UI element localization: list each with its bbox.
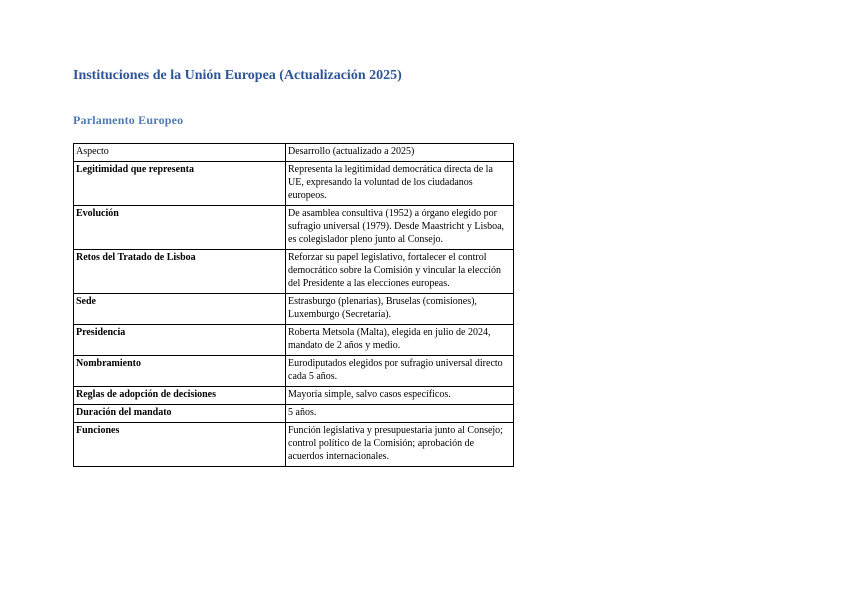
row-value: De asamblea consultiva (1952) a órgano elegido por sufragio universal (1979). Desde Maastricht y Lisboa, es colegislador pleno junto al Consejo. xyxy=(286,206,514,250)
row-label: Retos del Tratado de Lisboa xyxy=(74,250,286,294)
table-row xyxy=(74,162,514,206)
section-title: Parlamento Europeo xyxy=(73,113,184,127)
table-row xyxy=(74,405,514,423)
row-label: Presidencia xyxy=(74,325,286,356)
header-cell-aspect: Aspecto xyxy=(74,144,286,162)
row-label: Reglas de adopción de decisiones xyxy=(74,387,286,405)
row-value: 5 años. xyxy=(286,405,514,423)
table-header-row xyxy=(74,144,514,162)
document-title: Instituciones de la Unión Europea (Actualización 2025) xyxy=(73,68,402,83)
table-row xyxy=(74,250,514,294)
row-label: Legitimidad que representa xyxy=(74,162,286,206)
row-label: Nombramiento xyxy=(74,356,286,387)
row-value: Roberta Metsola (Malta), elegida en julio de 2024, mandato de 2 años y medio. xyxy=(286,325,514,356)
row-value: Reforzar su papel legislativo, fortalecer el control democrático sobre la Comisión y vincular la elección del Presidente a las elecciones europeas. xyxy=(286,250,514,294)
row-label: Funciones xyxy=(74,423,286,467)
table-row xyxy=(74,387,514,405)
row-label: Sede xyxy=(74,294,286,325)
row-value: Estrasburgo (plenarias), Bruselas (comisiones), Luxemburgo (Secretaría). xyxy=(286,294,514,325)
row-value: Función legislativa y presupuestaria junto al Consejo; control político de la Comisión; aprobación de acuerdos internacionales. xyxy=(286,423,514,467)
institution-table xyxy=(73,143,514,467)
table-row xyxy=(74,325,514,356)
table-row xyxy=(74,423,514,467)
row-value: Representa la legitimidad democrática directa de la UE, expresando la voluntad de los ciudadanos europeos. xyxy=(286,162,514,206)
table-row xyxy=(74,356,514,387)
table-row xyxy=(74,206,514,250)
row-label: Evolución xyxy=(74,206,286,250)
header-cell-development: Desarrollo (actualizado a 2025) xyxy=(286,144,514,162)
row-value: Eurodiputados elegidos por sufragio universal directo cada 5 años. xyxy=(286,356,514,387)
row-label: Duración del mandato xyxy=(74,405,286,423)
row-value: Mayoría simple, salvo casos específicos. xyxy=(286,387,514,405)
table-row xyxy=(74,294,514,325)
